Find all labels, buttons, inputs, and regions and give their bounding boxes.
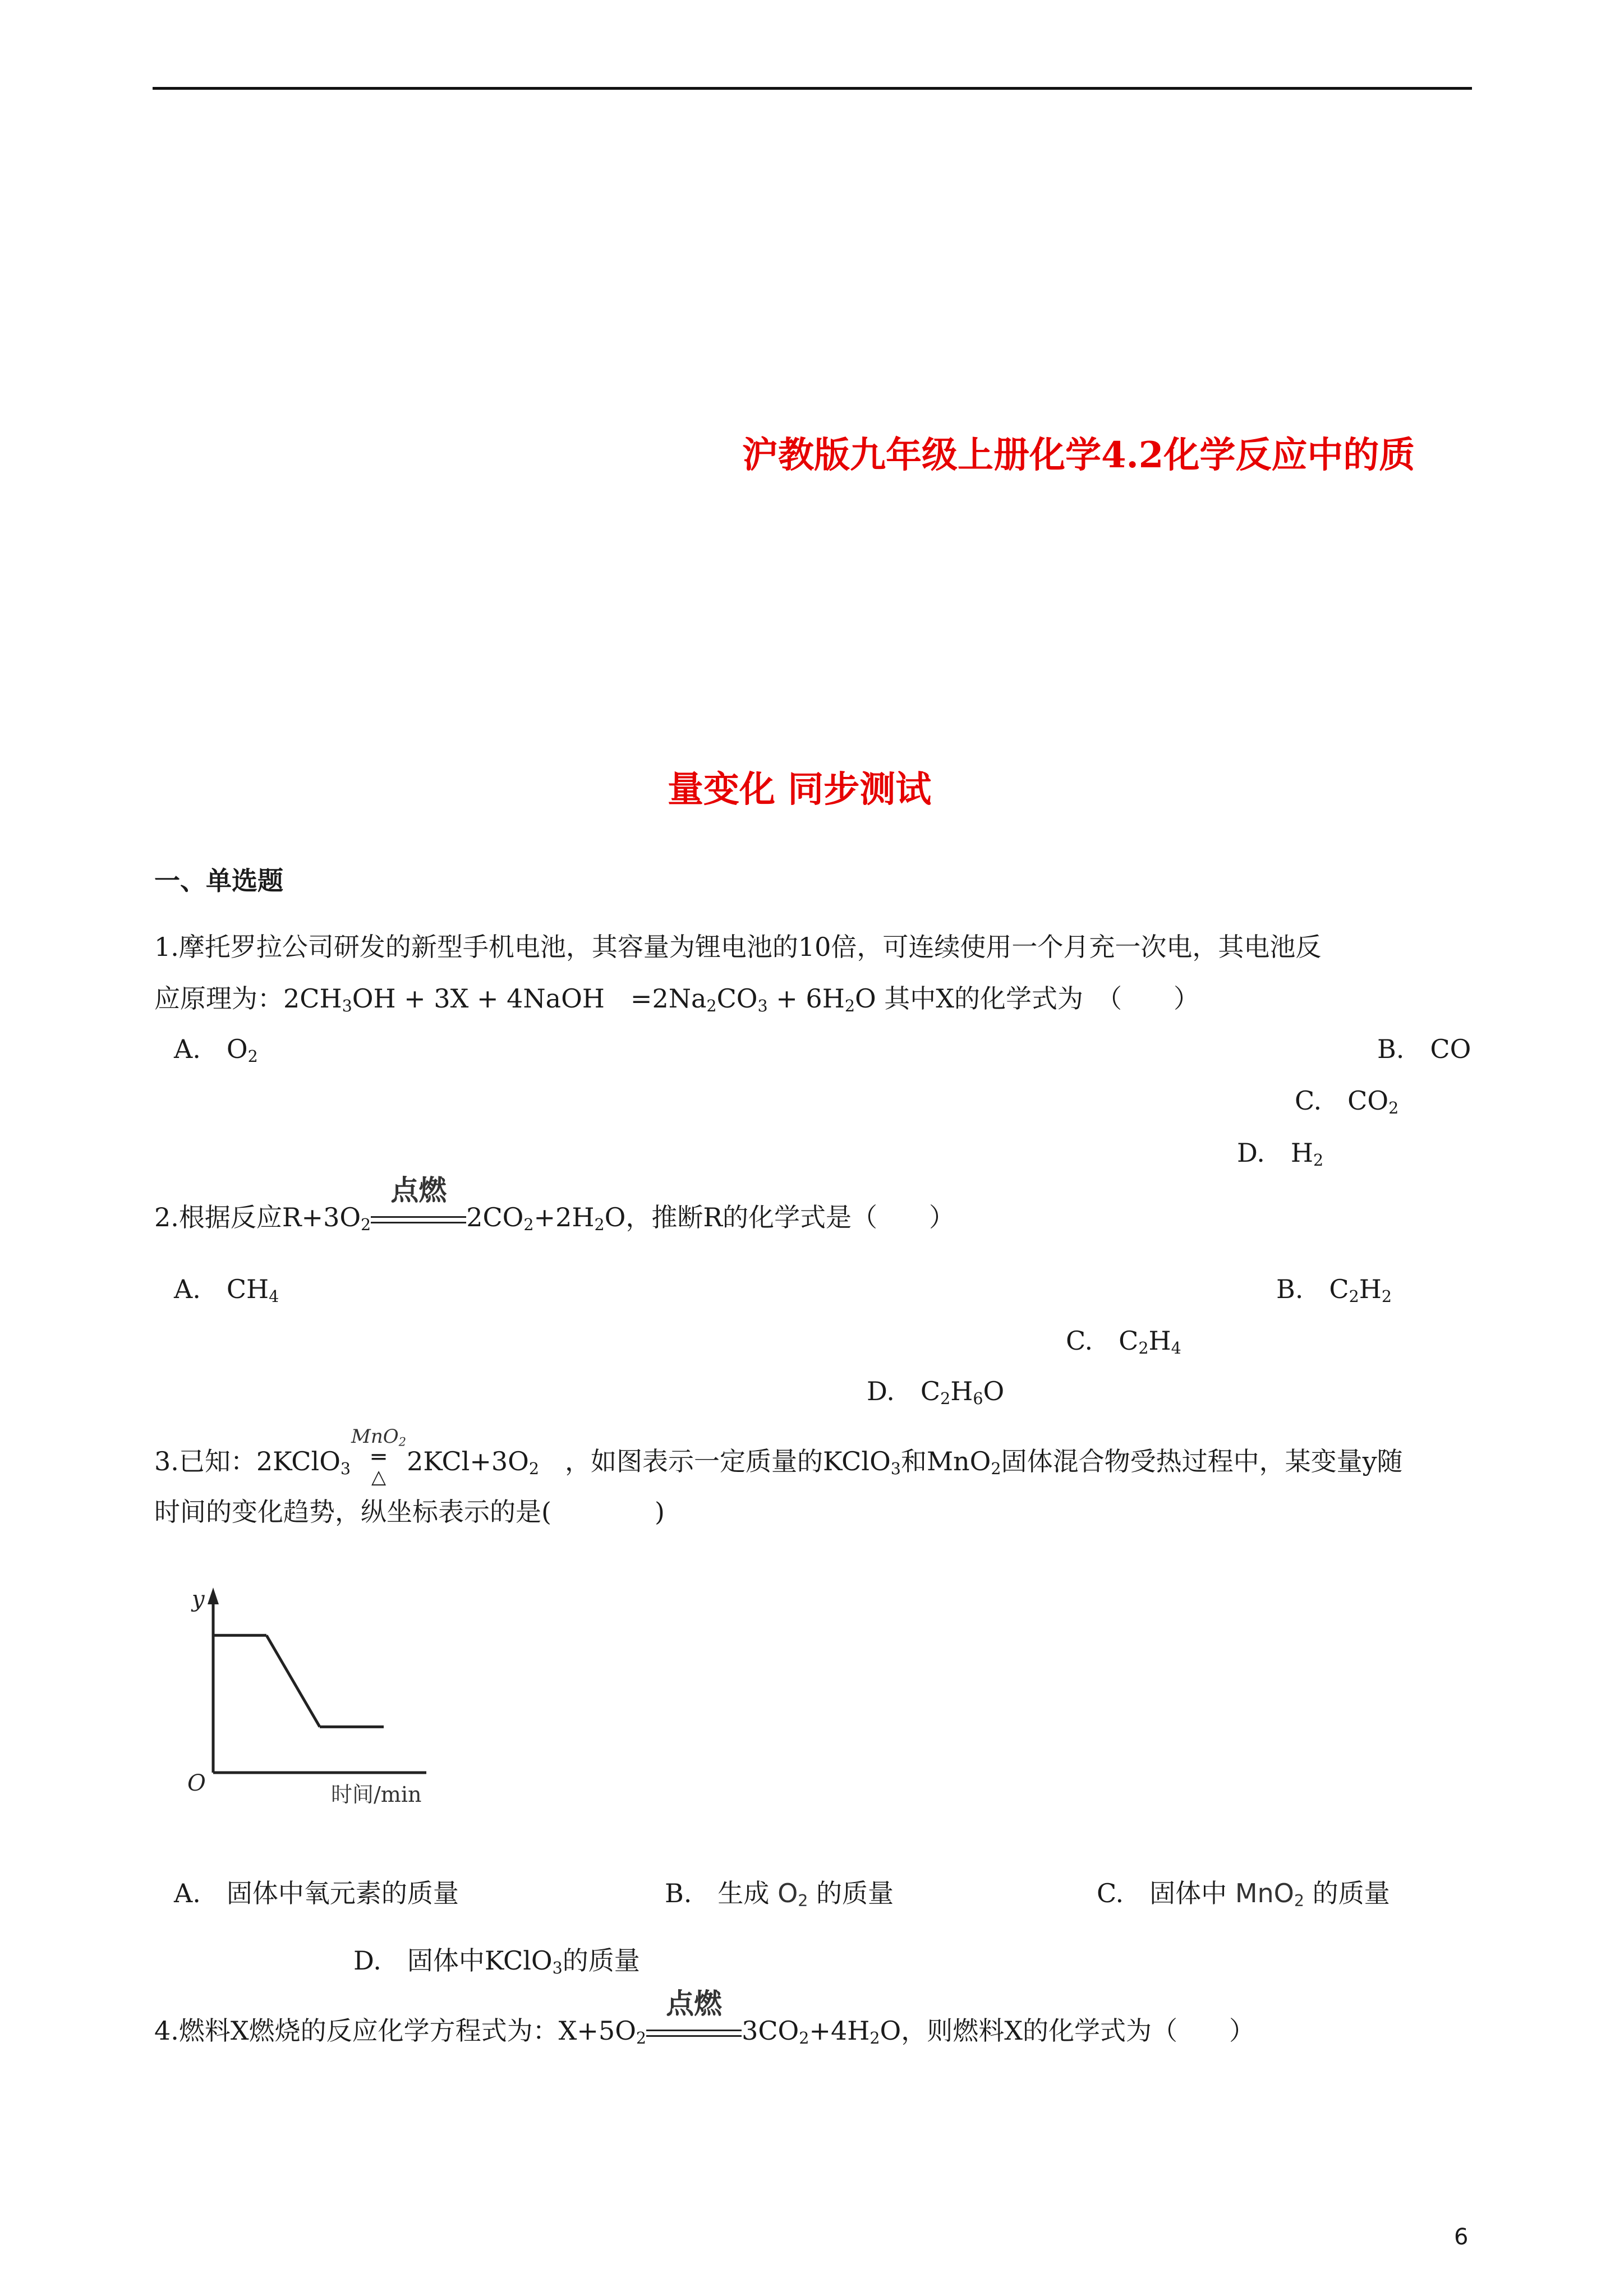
q1-option-d[interactable]: D. $H_2$ — [1237, 1138, 1324, 1170]
q2-option-c[interactable]: C. $C_2H_4$ — [1066, 1326, 1181, 1358]
reaction-arrow-ignite: 点燃 — [646, 2014, 742, 2047]
q3-option-a[interactable]: A. 固体中氧元素的质量 — [174, 1878, 459, 1908]
series-segment — [266, 1635, 320, 1727]
x-axis-label: 时间/min — [331, 1782, 422, 1806]
q4-stem: 4.燃料X燃烧的反应化学方程式为：$X+5O_2$ 点燃 $3CO_2+4H_2O$，则燃料X的化学式为（ ） — [154, 1987, 1255, 2048]
q1-option-a[interactable]: A. $O_2$ — [174, 1034, 258, 1066]
q1-option-c[interactable]: C. $CO_2$ — [1295, 1085, 1399, 1118]
title-line-2: 量变化 同步测试 — [668, 769, 932, 811]
q1-stem-line-2: 应原理为：$2CH_3OH + 3X$ + 4NaOH $=2Na_2CO_3 + 6H_2O$ 其中X的化学式为 （ ） — [154, 983, 1200, 1016]
q3-option-b[interactable]: B. 生成 $O_2$ 的质量 — [665, 1878, 894, 1911]
mno2-formula-image: MnO$_2$ — [1235, 1878, 1305, 1911]
q3-stem-line-1: 3.已知：2KClO$_3$ MnO$_2$ ═ △ $2KCl+3O_2$ ，如图表示一定质量的KClO$_3$和MnO$_2$固体混合物受热过程中，某变量y随 — [154, 1425, 1403, 1488]
q3-stem-line-2: 时间的变化趋势，纵坐标表示的是( ) — [154, 1497, 665, 1527]
q3-option-d[interactable]: D. 固体中KClO$_3$的质量 — [353, 1945, 640, 1978]
q1-option-b[interactable]: B. CO — [1377, 1034, 1471, 1064]
reaction-arrow-ignite: 点燃 — [371, 1200, 466, 1234]
y-axis-label: y — [192, 1586, 205, 1612]
y-axis-arrow — [208, 1588, 219, 1604]
q2-stem: 2.根据反应$R+3O_2$ 点燃 $2CO_2+2H_2O$，推断R的化学式是（ ） — [154, 1174, 955, 1235]
series-group — [213, 1635, 384, 1727]
header-rule — [153, 87, 1472, 90]
chart-svg — [168, 1582, 438, 1806]
q3-line-chart — [168, 1582, 438, 1806]
q2-option-d[interactable]: D. $C_2H_6O$ — [867, 1376, 1005, 1409]
o2-formula-image: $O_2$ — [778, 1878, 808, 1911]
origin-label: O — [187, 1770, 206, 1796]
q2-option-b[interactable]: B. $C_2H_2$ — [1276, 1274, 1392, 1306]
page-number: 6 — [1454, 2224, 1469, 2250]
q1-stem-line-1: 1.摩托罗拉公司研发的新型手机电池，其容量为锂电池的10倍，可连续使用一个月充一次电，其电池反 — [154, 932, 1322, 962]
q2-option-a[interactable]: A. $CH_4$ — [174, 1274, 279, 1306]
title-line-1: 沪教版九年级上册化学4.2化学反应中的质 — [742, 434, 1415, 476]
q3-option-c[interactable]: C. 固体中 MnO$_2$ 的质量 — [1097, 1878, 1390, 1911]
section-heading: 一、单选题 — [154, 866, 283, 896]
reaction-arrow-catalyst: MnO$_2$ ═ △ — [351, 1425, 407, 1488]
